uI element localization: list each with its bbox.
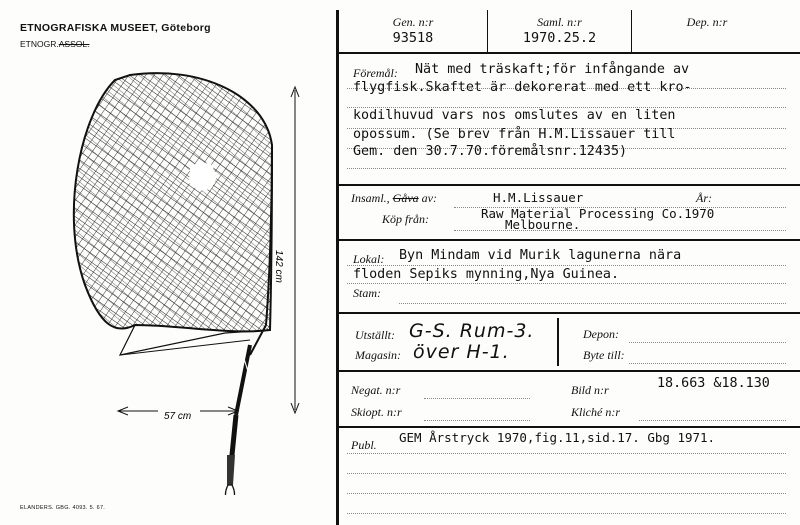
insaml-value: H.M.Lissauer xyxy=(493,190,584,205)
bild-value: 18.663 &18.130 xyxy=(657,376,770,391)
section-rule-insaml xyxy=(339,239,800,241)
rule xyxy=(424,420,530,421)
foremal-line-3: kodilhuvud vars nos omslutes av en liten xyxy=(353,108,676,123)
insaml-label: Insaml., xyxy=(351,191,390,205)
gen-number-cell xyxy=(339,10,487,52)
foremal-line-2: flygfisk.Skaftet är dekorerat med ett kro- xyxy=(353,80,692,95)
lokal-label: Lokal: xyxy=(353,252,385,266)
insaml-label-row xyxy=(351,191,437,206)
foremal-label: Föremål: xyxy=(353,66,398,80)
kop-value: Raw Material Processing Co.1970 xyxy=(481,206,715,221)
utstallt-label: Utställt: xyxy=(355,328,396,342)
etnogr-text: ETNOGR. xyxy=(20,39,59,49)
magasin-label: Magasin: xyxy=(355,348,401,362)
kop-label: Köp från: xyxy=(382,212,430,226)
section-rule-lokal xyxy=(339,312,800,314)
rule xyxy=(347,493,786,494)
rule xyxy=(639,420,786,421)
byte-label: Byte till: xyxy=(583,348,625,362)
saml-value: 1970.25.2 xyxy=(522,30,597,46)
museum-name: ETNOGRAFISKA MUSEET, Göteborg xyxy=(20,22,211,34)
header-rule xyxy=(339,52,800,54)
section-rule-utstallt xyxy=(339,370,800,372)
rule xyxy=(347,473,786,474)
rule xyxy=(629,363,786,364)
handle-shaft xyxy=(226,345,250,495)
rule xyxy=(347,265,786,266)
insaml-av-label: av: xyxy=(421,191,437,205)
gen-value: 93518 xyxy=(392,30,434,46)
ar-label: År: xyxy=(696,191,712,205)
rule xyxy=(629,342,786,343)
lokal-line-2: floden Sepiks mynning,Nya Guinea. xyxy=(353,267,620,282)
rule xyxy=(454,230,786,231)
foremal-line-5: Gem. den 30.7.70.föremålsnr.12435) xyxy=(353,144,628,159)
height-label: 142 cm xyxy=(273,250,284,283)
rule xyxy=(347,283,786,284)
foremal-line-4: opossum. (Se brev från H.M.Lissauer till xyxy=(353,127,676,142)
height-dimension xyxy=(291,87,299,413)
utstallt-value: G-S. Rum-3. xyxy=(409,320,535,342)
etnogr-struck-text: ASSOL. xyxy=(58,39,90,49)
lokal-line-1: Byn Mindam vid Murik lagunerna nära xyxy=(399,248,682,263)
depon-label: Depon: xyxy=(583,327,619,341)
gava-struck: Gåva xyxy=(392,191,419,205)
saml-number-cell xyxy=(488,10,631,52)
gen-label: Gen. n:r xyxy=(392,15,434,29)
negat-label: Negat. n:r xyxy=(351,383,401,397)
publ-value: GEM Årstryck 1970,fig.11,sid.17. Gbg 1971. xyxy=(399,430,716,445)
bild-label: Bild n:r xyxy=(571,383,609,397)
rule xyxy=(399,303,786,304)
handwritten-bar xyxy=(557,318,559,366)
rule xyxy=(347,453,786,454)
saml-label: Saml. n:r xyxy=(537,15,582,29)
printer-mark: ELANDERS. GBG. 4093. 5. 67. xyxy=(20,505,106,511)
skiopt-label: Skiopt. n:r xyxy=(351,405,402,419)
record-panel xyxy=(339,10,800,525)
kop-value-city: Melbourne. xyxy=(505,217,581,232)
kliche-label: Kliché n:r xyxy=(571,405,620,419)
magasin-value: över H-1. xyxy=(413,341,510,363)
width-label: 57 cm xyxy=(164,411,192,422)
rule xyxy=(347,513,786,514)
dep-label: Dep. n:r xyxy=(686,15,728,29)
rule xyxy=(347,168,786,169)
publ-label: Publ. xyxy=(351,438,377,452)
dep-number-cell xyxy=(632,10,782,52)
etnogr-label xyxy=(20,39,89,49)
section-rule-bild xyxy=(339,426,800,428)
stam-label: Stam: xyxy=(353,286,381,300)
foremal-line-1: Nät med träskaft;för infångande av xyxy=(415,62,690,77)
net-illustration xyxy=(40,55,340,495)
section-rule-foremal xyxy=(339,184,800,186)
rule xyxy=(424,398,530,399)
